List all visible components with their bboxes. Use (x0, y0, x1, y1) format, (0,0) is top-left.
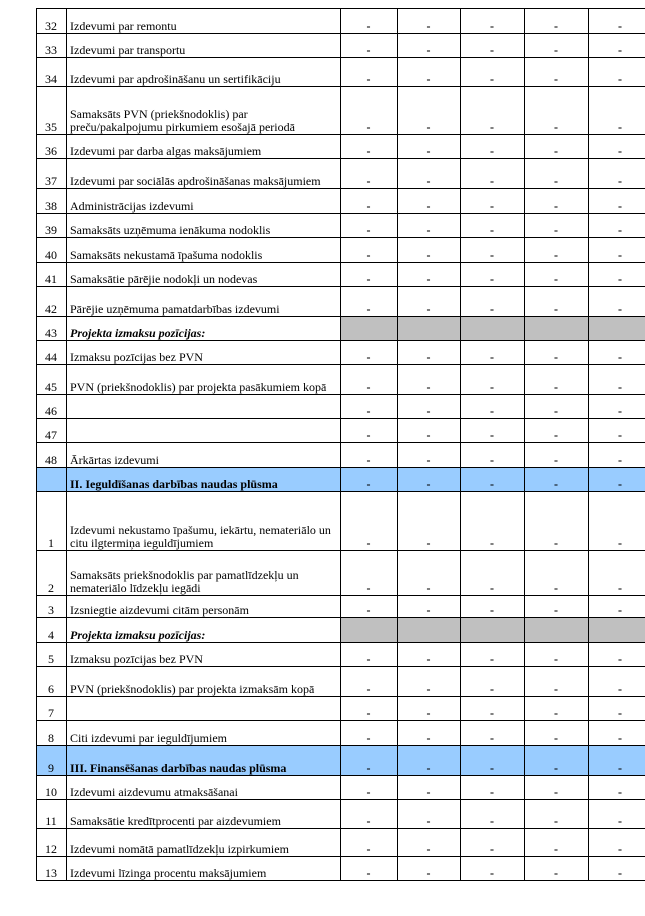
value-cell (341, 618, 398, 643)
value-cell: - (589, 238, 645, 263)
value-cell: - (398, 287, 461, 317)
row-number: 10 (37, 776, 67, 800)
row-number: 48 (37, 443, 67, 468)
row-number: 1 (37, 492, 67, 551)
value-cell: - (525, 159, 589, 189)
value-cell: - (341, 395, 398, 419)
value-cell: - (525, 365, 589, 395)
value-cell: - (341, 800, 398, 829)
value-cell: - (525, 492, 589, 551)
value-cell: - (398, 238, 461, 263)
value-cell: - (525, 443, 589, 468)
value-cell: - (398, 419, 461, 443)
value-cell: - (398, 34, 461, 58)
value-cell: - (398, 800, 461, 829)
value-cell: - (525, 238, 589, 263)
row-label: Izdevumi aizdevumu atmaksāšanai (67, 776, 341, 800)
value-cell: - (461, 58, 525, 87)
row-label: Izdevumi par apdrošināšanu un sertifikāciju (67, 58, 341, 87)
value-cell: - (461, 551, 525, 596)
value-cell: - (461, 596, 525, 618)
value-cell: - (589, 829, 645, 857)
value-cell: - (341, 341, 398, 365)
value-cell: - (341, 551, 398, 596)
value-cell (589, 618, 645, 643)
value-cell: - (341, 238, 398, 263)
value-cell: - (341, 263, 398, 287)
row-number: 6 (37, 667, 67, 697)
value-cell (398, 317, 461, 341)
value-cell: - (589, 857, 645, 881)
value-cell: - (525, 697, 589, 721)
value-cell: - (525, 596, 589, 618)
value-cell: - (461, 667, 525, 697)
row-number: 35 (37, 87, 67, 135)
row-number: 46 (37, 395, 67, 419)
value-cell: - (398, 721, 461, 746)
row-number: 9 (37, 746, 67, 776)
row-number: 3 (37, 596, 67, 618)
value-cell: - (525, 395, 589, 419)
table-row (37, 365, 645, 395)
value-cell: - (341, 159, 398, 189)
value-cell: - (341, 829, 398, 857)
value-cell: - (341, 9, 398, 34)
value-cell: - (461, 721, 525, 746)
row-label: Samaksāts PVN (priekšnodoklis) par preču/pakalpojumu pirkumiem esošajā periodā (67, 87, 341, 135)
value-cell: - (525, 135, 589, 159)
value-cell: - (398, 87, 461, 135)
value-cell: - (589, 468, 645, 492)
row-number (37, 468, 67, 492)
table-row (37, 9, 645, 34)
row-number: 43 (37, 317, 67, 341)
value-cell: - (589, 800, 645, 829)
row-label (67, 697, 341, 721)
value-cell: - (589, 159, 645, 189)
value-cell: - (461, 395, 525, 419)
row-label: Izdevumi par remontu (67, 9, 341, 34)
cash-flow-table (36, 8, 645, 881)
table-row (37, 643, 645, 667)
value-cell: - (525, 214, 589, 238)
table-body (37, 9, 645, 881)
value-cell: - (398, 443, 461, 468)
value-cell: - (589, 443, 645, 468)
row-label: II. Ieguldīšanas darbības naudas plūsma (67, 468, 341, 492)
value-cell: - (461, 829, 525, 857)
value-cell: - (398, 468, 461, 492)
value-cell: - (398, 341, 461, 365)
value-cell: - (589, 287, 645, 317)
row-number: 8 (37, 721, 67, 746)
value-cell: - (398, 667, 461, 697)
value-cell: - (398, 697, 461, 721)
row-label: Izsniegtie aizdevumi citām personām (67, 596, 341, 618)
value-cell: - (461, 341, 525, 365)
value-cell (398, 618, 461, 643)
value-cell: - (589, 365, 645, 395)
value-cell: - (589, 214, 645, 238)
value-cell: - (398, 135, 461, 159)
value-cell: - (589, 34, 645, 58)
value-cell (525, 618, 589, 643)
value-cell: - (525, 468, 589, 492)
value-cell: - (341, 443, 398, 468)
table-row (37, 263, 645, 287)
value-cell: - (525, 746, 589, 776)
row-label: Izmaksu pozīcijas bez PVN (67, 341, 341, 365)
value-cell: - (589, 263, 645, 287)
row-number: 37 (37, 159, 67, 189)
row-label: Samaksātie kredītprocenti par aizdevumiem (67, 800, 341, 829)
value-cell: - (461, 87, 525, 135)
value-cell: - (525, 189, 589, 214)
table-row (37, 238, 645, 263)
value-cell: - (398, 58, 461, 87)
value-cell: - (398, 159, 461, 189)
row-number: 34 (37, 58, 67, 87)
table-row (37, 697, 645, 721)
value-cell: - (525, 9, 589, 34)
table-row (37, 618, 645, 643)
row-number: 44 (37, 341, 67, 365)
value-cell: - (589, 341, 645, 365)
value-cell: - (589, 189, 645, 214)
value-cell: - (525, 667, 589, 697)
value-cell: - (461, 419, 525, 443)
value-cell (461, 317, 525, 341)
value-cell: - (589, 419, 645, 443)
value-cell (341, 317, 398, 341)
value-cell: - (398, 746, 461, 776)
row-number: 4 (37, 618, 67, 643)
value-cell: - (589, 746, 645, 776)
value-cell: - (461, 492, 525, 551)
row-number: 12 (37, 829, 67, 857)
value-cell: - (341, 419, 398, 443)
value-cell: - (461, 214, 525, 238)
table-row (37, 857, 645, 881)
row-label: Samaksāts priekšnodoklis par pamatlīdzekļu un nemateriālo līdzekļu iegādi (67, 551, 341, 596)
value-cell: - (398, 776, 461, 800)
row-number: 32 (37, 9, 67, 34)
table-row (37, 721, 645, 746)
value-cell: - (398, 829, 461, 857)
value-cell: - (398, 365, 461, 395)
value-cell: - (341, 492, 398, 551)
value-cell: - (398, 492, 461, 551)
value-cell: - (461, 365, 525, 395)
value-cell: - (341, 596, 398, 618)
value-cell: - (461, 189, 525, 214)
row-number: 39 (37, 214, 67, 238)
value-cell: - (398, 643, 461, 667)
row-label: Izdevumi par darba algas maksājumiem (67, 135, 341, 159)
value-cell: - (341, 857, 398, 881)
value-cell: - (341, 776, 398, 800)
table-row (37, 287, 645, 317)
row-number: 7 (37, 697, 67, 721)
value-cell: - (525, 341, 589, 365)
value-cell: - (341, 365, 398, 395)
value-cell: - (461, 857, 525, 881)
value-cell: - (461, 776, 525, 800)
row-number: 38 (37, 189, 67, 214)
value-cell: - (589, 697, 645, 721)
value-cell: - (461, 746, 525, 776)
row-number: 36 (37, 135, 67, 159)
row-label: Ārkārtas izdevumi (67, 443, 341, 468)
table-row (37, 800, 645, 829)
value-cell: - (398, 857, 461, 881)
row-label: Citi izdevumi par ieguldījumiem (67, 721, 341, 746)
value-cell: - (461, 443, 525, 468)
table-row (37, 214, 645, 238)
value-cell: - (589, 667, 645, 697)
row-label: PVN (priekšnodoklis) par projekta pasākumiem kopā (67, 365, 341, 395)
table-row (37, 667, 645, 697)
row-number: 45 (37, 365, 67, 395)
row-label: Izdevumi nomātā pamatlīdzekļu izpirkumiem (67, 829, 341, 857)
row-label (67, 419, 341, 443)
table-row (37, 317, 645, 341)
value-cell: - (525, 419, 589, 443)
value-cell: - (461, 287, 525, 317)
value-cell: - (461, 643, 525, 667)
value-cell (525, 317, 589, 341)
row-label: Izdevumi par sociālās apdrošināšanas maksājumiem (67, 159, 341, 189)
table-row (37, 58, 645, 87)
row-label: Izdevumi par transportu (67, 34, 341, 58)
value-cell: - (398, 551, 461, 596)
row-label: Samaksātie pārējie nodokļi un nodevas (67, 263, 341, 287)
row-label: PVN (priekšnodoklis) par projekta izmaksām kopā (67, 667, 341, 697)
value-cell: - (589, 776, 645, 800)
value-cell: - (341, 667, 398, 697)
value-cell: - (461, 800, 525, 829)
row-number: 42 (37, 287, 67, 317)
value-cell: - (589, 58, 645, 87)
row-label: Pārējie uzņēmuma pamatdarbības izdevumi (67, 287, 341, 317)
value-cell: - (461, 34, 525, 58)
row-number: 47 (37, 419, 67, 443)
value-cell: - (341, 746, 398, 776)
value-cell: - (398, 9, 461, 34)
row-number: 2 (37, 551, 67, 596)
table-row (37, 829, 645, 857)
table-row (37, 468, 645, 492)
value-cell: - (341, 643, 398, 667)
value-cell: - (461, 468, 525, 492)
value-cell: - (398, 214, 461, 238)
value-cell: - (589, 87, 645, 135)
table-row (37, 551, 645, 596)
table-row (37, 596, 645, 618)
table-row (37, 419, 645, 443)
value-cell: - (525, 643, 589, 667)
value-cell: - (341, 287, 398, 317)
row-label: Izdevumi līzinga procentu maksājumiem (67, 857, 341, 881)
value-cell: - (398, 395, 461, 419)
row-number: 13 (37, 857, 67, 881)
value-cell: - (525, 58, 589, 87)
row-label: Projekta izmaksu pozīcijas: (67, 618, 341, 643)
table-row (37, 443, 645, 468)
table-row (37, 159, 645, 189)
row-label: Samaksāts nekustamā īpašuma nodoklis (67, 238, 341, 263)
table-row (37, 189, 645, 214)
value-cell: - (341, 468, 398, 492)
row-label: Administrācijas izdevumi (67, 189, 341, 214)
value-cell: - (589, 643, 645, 667)
row-label: Projekta izmaksu pozīcijas: (67, 317, 341, 341)
value-cell: - (525, 34, 589, 58)
value-cell: - (398, 596, 461, 618)
value-cell: - (589, 9, 645, 34)
value-cell: - (525, 263, 589, 287)
value-cell: - (398, 263, 461, 287)
table-row (37, 341, 645, 365)
row-number: 33 (37, 34, 67, 58)
value-cell: - (525, 776, 589, 800)
table-row (37, 492, 645, 551)
value-cell: - (461, 697, 525, 721)
value-cell: - (341, 189, 398, 214)
row-number: 40 (37, 238, 67, 263)
row-label: Izdevumi nekustamo īpašumu, iekārtu, nemateriālo un citu ilgtermiņa ieguldījumiem (67, 492, 341, 551)
row-label: Samaksāts uzņēmuma ienākuma nodoklis (67, 214, 341, 238)
value-cell: - (461, 135, 525, 159)
row-number: 11 (37, 800, 67, 829)
value-cell: - (525, 829, 589, 857)
table-row (37, 87, 645, 135)
value-cell: - (589, 721, 645, 746)
row-label: Izmaksu pozīcijas bez PVN (67, 643, 341, 667)
table-row (37, 776, 645, 800)
value-cell: - (589, 395, 645, 419)
row-number: 41 (37, 263, 67, 287)
value-cell: - (341, 697, 398, 721)
value-cell: - (525, 287, 589, 317)
value-cell: - (341, 135, 398, 159)
value-cell: - (589, 135, 645, 159)
value-cell: - (461, 159, 525, 189)
value-cell: - (461, 263, 525, 287)
row-label (67, 395, 341, 419)
value-cell: - (461, 9, 525, 34)
value-cell: - (525, 87, 589, 135)
row-number: 5 (37, 643, 67, 667)
value-cell: - (341, 58, 398, 87)
value-cell (461, 618, 525, 643)
value-cell: - (341, 87, 398, 135)
value-cell: - (589, 596, 645, 618)
value-cell: - (461, 238, 525, 263)
value-cell: - (589, 551, 645, 596)
table-row (37, 34, 645, 58)
value-cell: - (525, 857, 589, 881)
table-row (37, 135, 645, 159)
value-cell: - (341, 214, 398, 238)
value-cell: - (525, 551, 589, 596)
value-cell (589, 317, 645, 341)
value-cell: - (525, 800, 589, 829)
value-cell: - (341, 721, 398, 746)
table-row (37, 395, 645, 419)
table-row (37, 746, 645, 776)
value-cell: - (341, 34, 398, 58)
value-cell: - (398, 189, 461, 214)
value-cell: - (525, 721, 589, 746)
value-cell: - (589, 492, 645, 551)
row-label: III. Finansēšanas darbības naudas plūsma (67, 746, 341, 776)
